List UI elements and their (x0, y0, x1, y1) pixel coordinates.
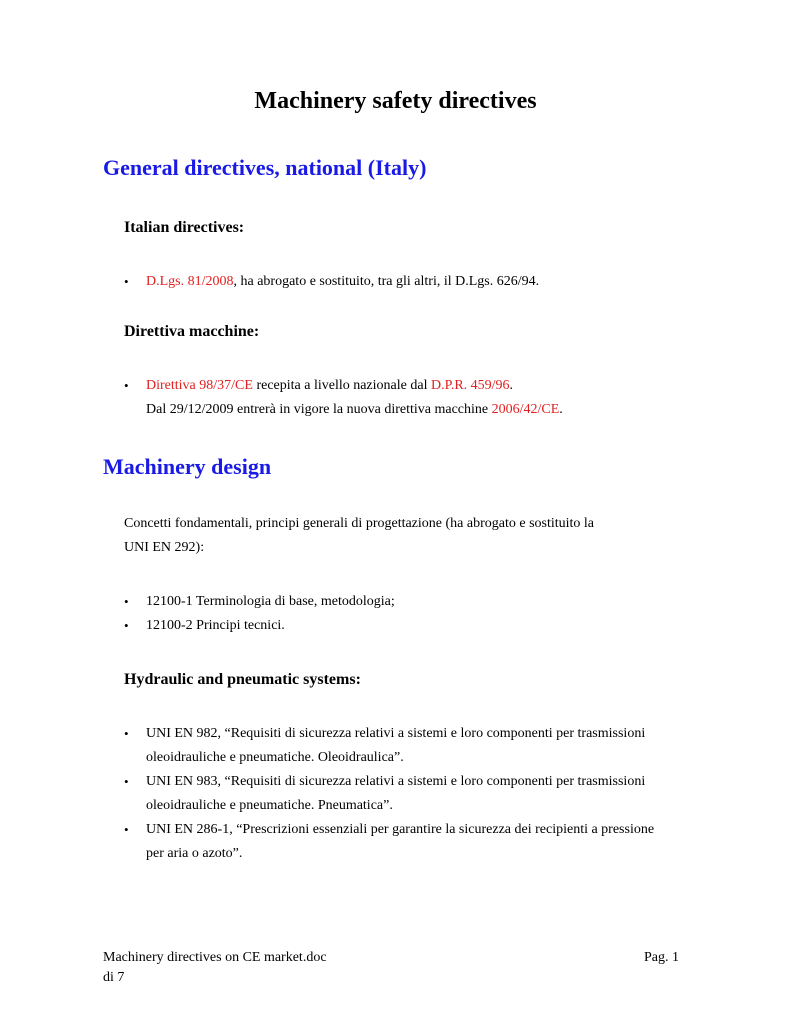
list-item (124, 818, 684, 866)
section-heading-machinery-design: Machinery design (103, 454, 272, 479)
list-item-text: oleoidrauliche e pneumatiche. Oleoidraulica”. (146, 750, 404, 765)
list-item (124, 590, 684, 614)
reference-link-direttiva-98-37-ce[interactable]: Direttiva 98/37/CE (146, 378, 253, 393)
page-footer (103, 948, 679, 988)
list-item-text: UNI EN 983, “Requisiti di sicurezza relativi a sistemi e loro componenti per trasmissioni (146, 774, 646, 789)
intro-line: Concetti fondamentali, principi generali di progettazione (ha abrogato e sostituito la (124, 516, 595, 531)
list-item-text: oleoidrauliche e pneumatiche. Pneumatica”. (146, 798, 393, 813)
bullet-icon: • (124, 274, 129, 289)
machinery-design-list (124, 590, 684, 638)
list-item (124, 722, 684, 770)
list-item-text: . (509, 378, 514, 393)
reference-link-dlgs-81-2008[interactable]: D.Lgs. 81/2008 (146, 274, 234, 289)
list-item (124, 614, 684, 638)
hydraulic-pneumatic-list (124, 722, 684, 866)
bullet-icon: • (124, 774, 129, 789)
list-item (124, 374, 684, 422)
italian-directives-list (124, 270, 684, 294)
section-heading-general-directives: General directives, national (Italy) (103, 155, 427, 180)
list-item (124, 770, 684, 818)
footer-page-total: di 7 (103, 970, 125, 985)
footer-filename: Machinery directives on CE market.doc (103, 950, 327, 965)
document-title: Machinery safety directives (254, 88, 537, 114)
direttiva-macchine-list (124, 374, 684, 422)
reference-link-dpr-459-96[interactable]: D.P.R. 459/96 (430, 378, 510, 393)
list-item-text: UNI EN 982, “Requisiti di sicurezza relativi a sistemi e loro componenti per trasmissioni (146, 726, 646, 741)
bullet-icon: • (124, 618, 129, 633)
bullet-icon: • (124, 378, 129, 393)
footer-file-info (103, 948, 327, 988)
subheading-hydraulic-pneumatic: Hydraulic and pneumatic systems: (124, 671, 361, 688)
list-item-text: , ha abrogato e sostituito, tra gli altri, il D.Lgs. 626/94. (233, 274, 540, 289)
list-item-text: per aria o azoto”. (146, 846, 243, 861)
list-item-text: 12100-1 Terminologia di base, metodologia; (146, 594, 395, 609)
list-item-text: UNI EN 286-1, “Prescrizioni essenziali per garantire la sicurezza dei recipienti a pressione (146, 822, 655, 837)
subheading-italian-directives: Italian directives: (124, 219, 245, 236)
machinery-design-intro (124, 512, 684, 560)
footer-page-number: Pag. 1 (644, 950, 679, 965)
list-item (124, 270, 684, 294)
bullet-icon: • (124, 726, 129, 741)
list-item-text: 12100-2 Principi tecnici. (146, 618, 285, 633)
bullet-icon: • (124, 594, 129, 609)
list-item-text: Dal 29/12/2009 entrerà in vigore la nuova direttiva macchine (146, 402, 492, 417)
list-item-text: recepita a livello nazionale dal (252, 378, 431, 393)
list-item-text: . (559, 402, 563, 417)
bullet-icon: • (124, 822, 129, 837)
intro-line: UNI EN 292): (124, 540, 205, 555)
reference-link-2006-42-ce[interactable]: 2006/42/CE (491, 402, 560, 417)
subheading-direttiva-macchine: Direttiva macchine: (124, 323, 260, 340)
